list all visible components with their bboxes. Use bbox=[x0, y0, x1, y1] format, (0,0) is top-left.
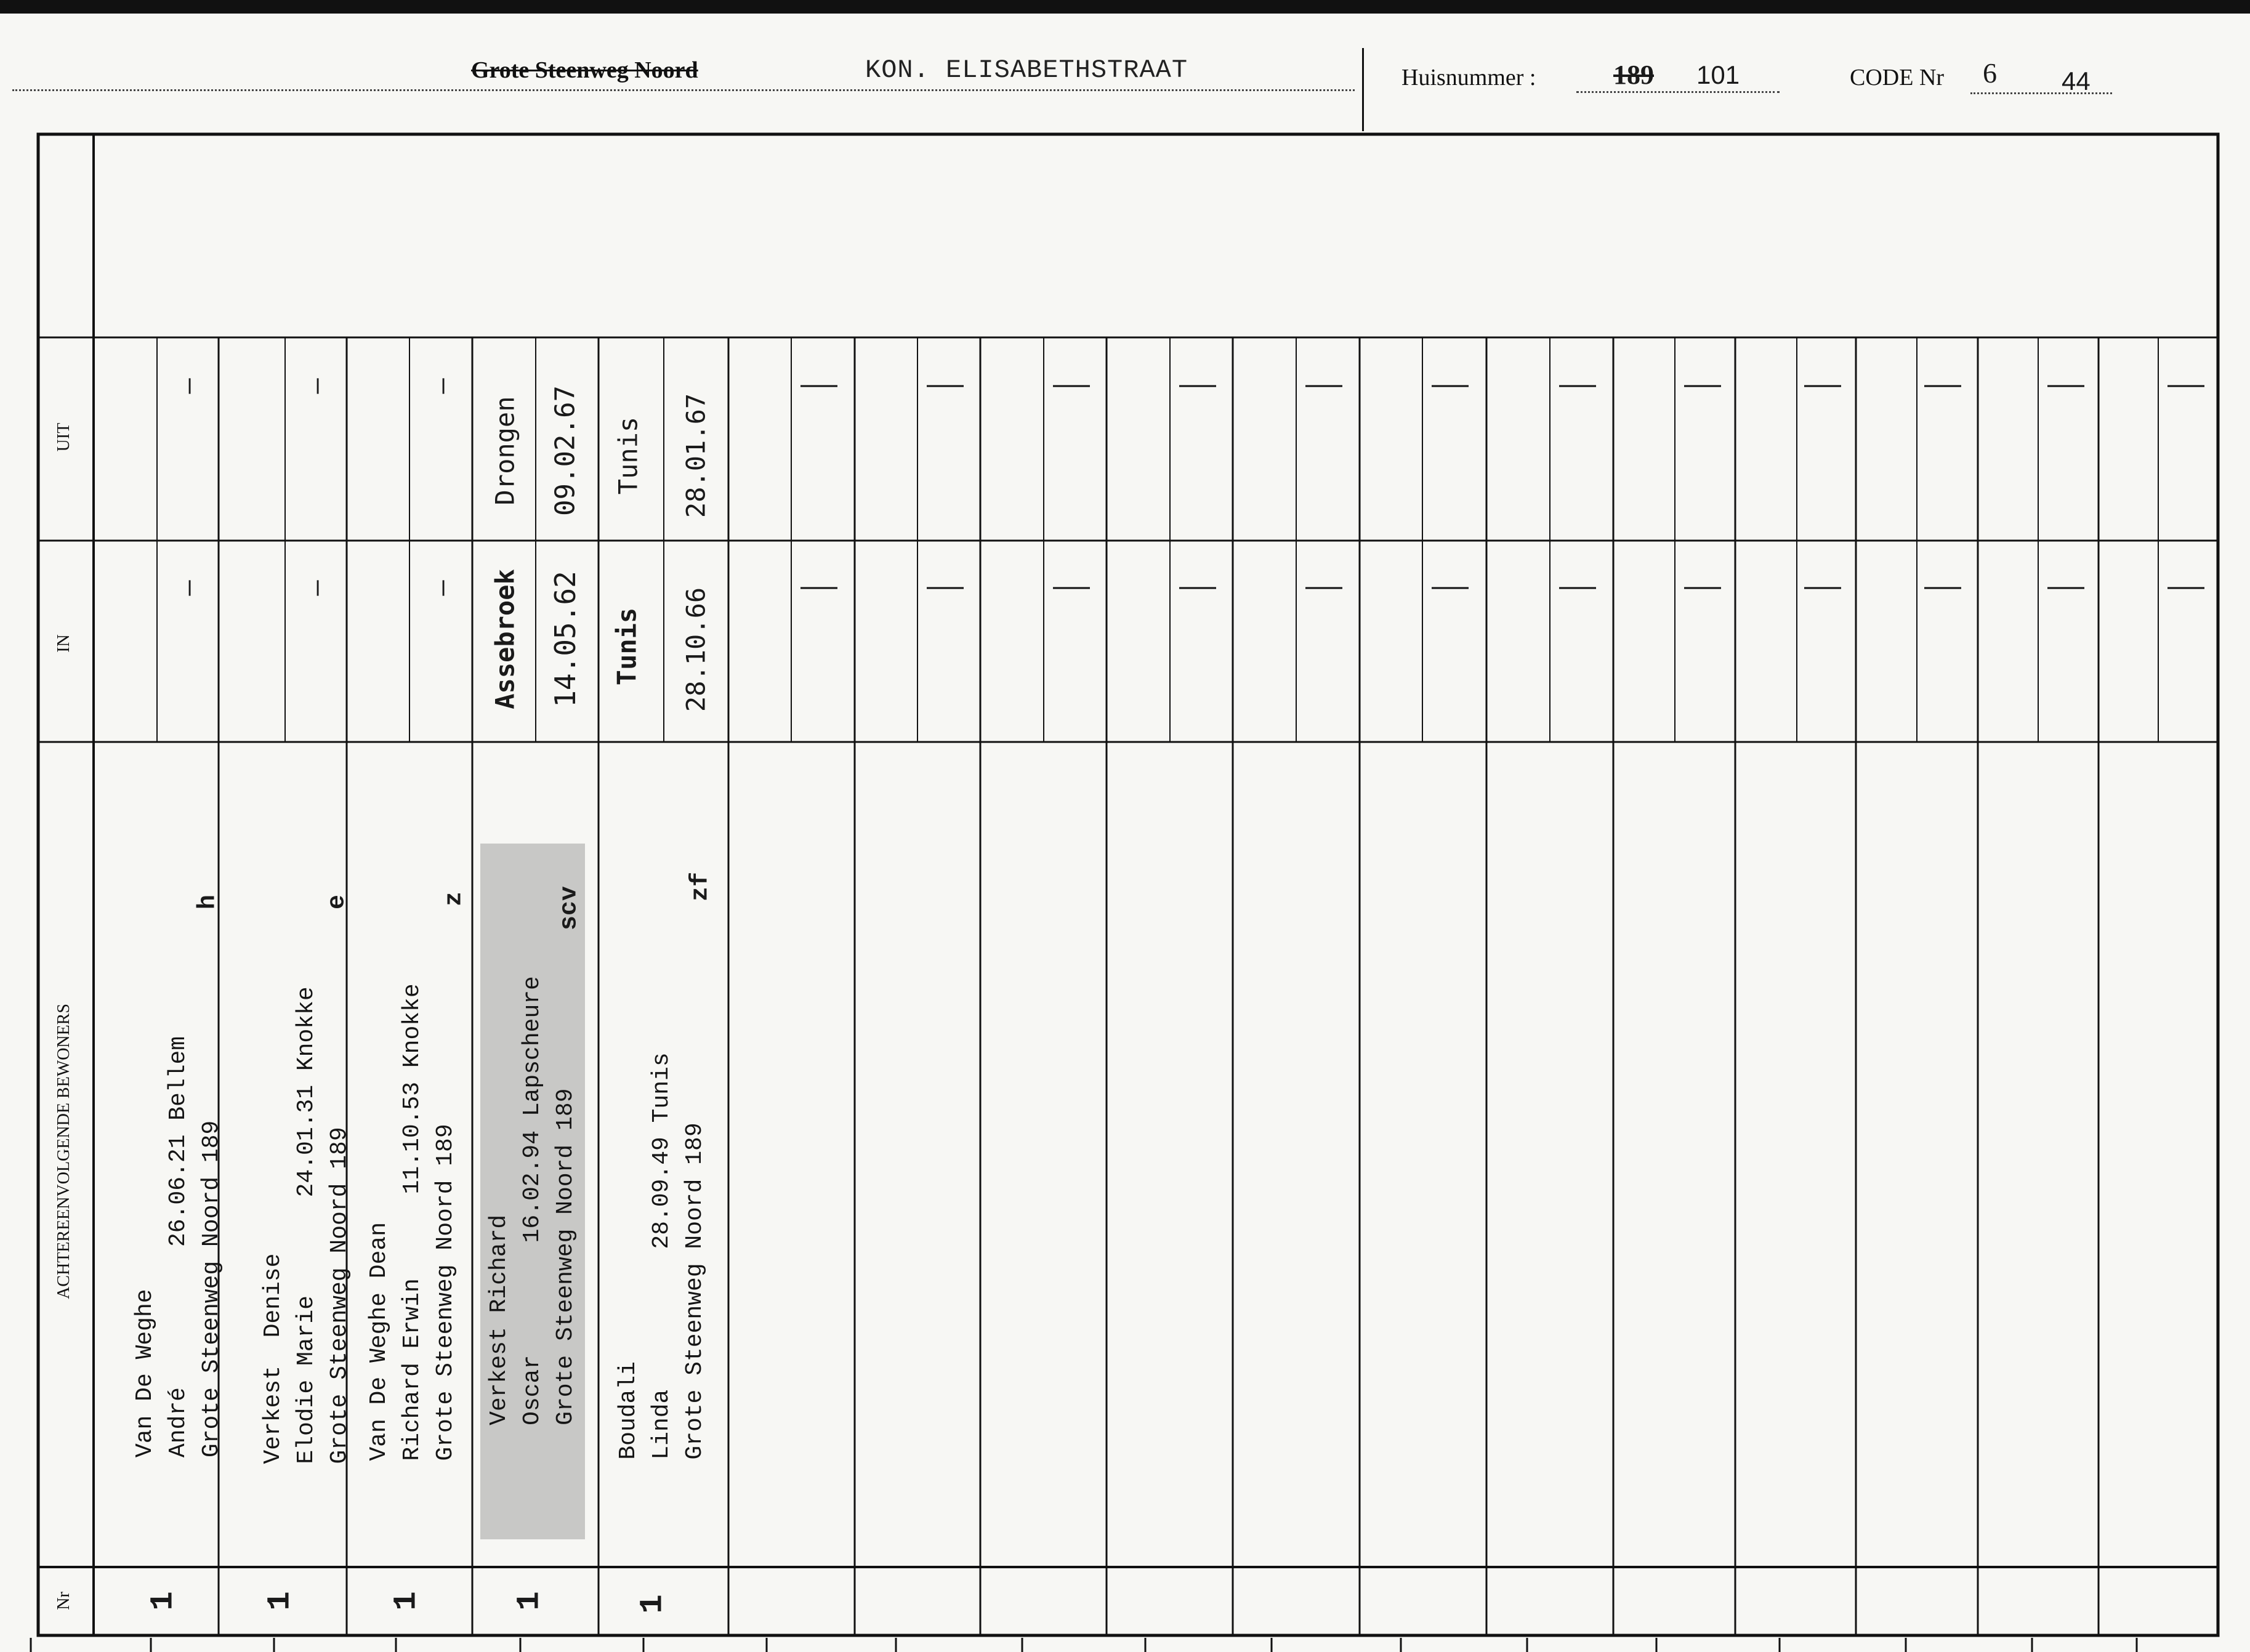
resident-entry bbox=[483, 976, 583, 1425]
in-date: 28.10.66 bbox=[680, 587, 711, 712]
resident-nr: 1 bbox=[634, 1594, 671, 1614]
resident-entry bbox=[257, 986, 357, 1464]
resident-tag: z bbox=[440, 891, 469, 907]
resident-entry bbox=[612, 1052, 712, 1459]
code-old: 6 bbox=[1983, 57, 1997, 89]
section-label-in: IN bbox=[54, 634, 73, 653]
resident-address: Grote Steenweg Noord 189 bbox=[682, 1122, 708, 1460]
section-label-nr: Nr bbox=[54, 1592, 73, 1610]
resident-surname: Van De Weghe Dean bbox=[366, 1222, 392, 1461]
in-place: Assebroek bbox=[490, 569, 520, 709]
out-date: 09.02.67 bbox=[549, 385, 581, 516]
resident-tag: e bbox=[323, 894, 352, 910]
out-date: 28.01.67 bbox=[680, 393, 711, 518]
in-place: Tunis bbox=[611, 607, 642, 686]
resident-firstname-birth: Richard Erwin 11.10.53 Knokke bbox=[399, 983, 425, 1461]
section-label-residents: ACHTEREENVOLGENDE BEWONERS bbox=[54, 1004, 73, 1299]
resident-firstname-birth: André 26.06.21 Bellem bbox=[165, 1036, 192, 1458]
resident-address: Grote Steenweg Noord 189 bbox=[552, 1088, 579, 1425]
resident-firstname-birth: Linda 28.09.49 Tunis bbox=[648, 1052, 675, 1460]
house-number-old: 189 bbox=[1613, 60, 1654, 90]
out-date: — bbox=[300, 378, 331, 394]
resident-nr: 1 bbox=[145, 1591, 182, 1611]
resident-tag: scv bbox=[555, 885, 584, 931]
resident-address: Grote Steenweg Noord 189 bbox=[198, 1120, 225, 1458]
resident-entry bbox=[363, 983, 462, 1461]
resident-surname: Verkest Denise bbox=[260, 1253, 286, 1464]
out-place: Drongen bbox=[490, 396, 520, 506]
out-place: Tunis bbox=[613, 416, 643, 495]
resident-address: Grote Steenweg Noord 189 bbox=[326, 1127, 353, 1464]
house-number-new: 101 bbox=[1696, 60, 1740, 89]
street-name-old: Grote Steenweg Noord bbox=[471, 57, 698, 83]
in-date: — bbox=[300, 580, 331, 596]
resident-address: Grote Steenweg Noord 189 bbox=[432, 1124, 459, 1461]
in-date: — bbox=[172, 580, 203, 596]
resident-surname: Van De Weghe bbox=[132, 1289, 158, 1458]
resident-nr: 1 bbox=[511, 1591, 548, 1611]
code-label: CODE Nr bbox=[1850, 65, 1945, 91]
house-number-label: Huisnummer : bbox=[1401, 65, 1536, 91]
code-new: 44 bbox=[2062, 66, 2091, 95]
resident-firstname-birth: Oscar 16.02.94 Lapscheure bbox=[519, 976, 546, 1425]
out-date: — bbox=[426, 378, 457, 394]
resident-tag: zf bbox=[687, 871, 715, 902]
in-date: 14.05.62 bbox=[549, 571, 582, 707]
resident-surname: Verkest Richard bbox=[486, 1214, 512, 1425]
resident-firstname-birth: Elodie Marie 24.01.31 Knokke bbox=[293, 986, 320, 1464]
resident-tag: h bbox=[194, 894, 222, 910]
resident-nr: 1 bbox=[262, 1591, 299, 1611]
out-date: — bbox=[172, 378, 203, 394]
street-name-new: KON. ELISABETHSTRAAT bbox=[865, 55, 1188, 85]
resident-surname: Boudali bbox=[615, 1361, 642, 1460]
resident-nr: 1 bbox=[388, 1591, 425, 1611]
in-date: — bbox=[426, 580, 457, 596]
section-label-uit: UIT bbox=[54, 422, 73, 452]
resident-entry bbox=[129, 1036, 228, 1457]
